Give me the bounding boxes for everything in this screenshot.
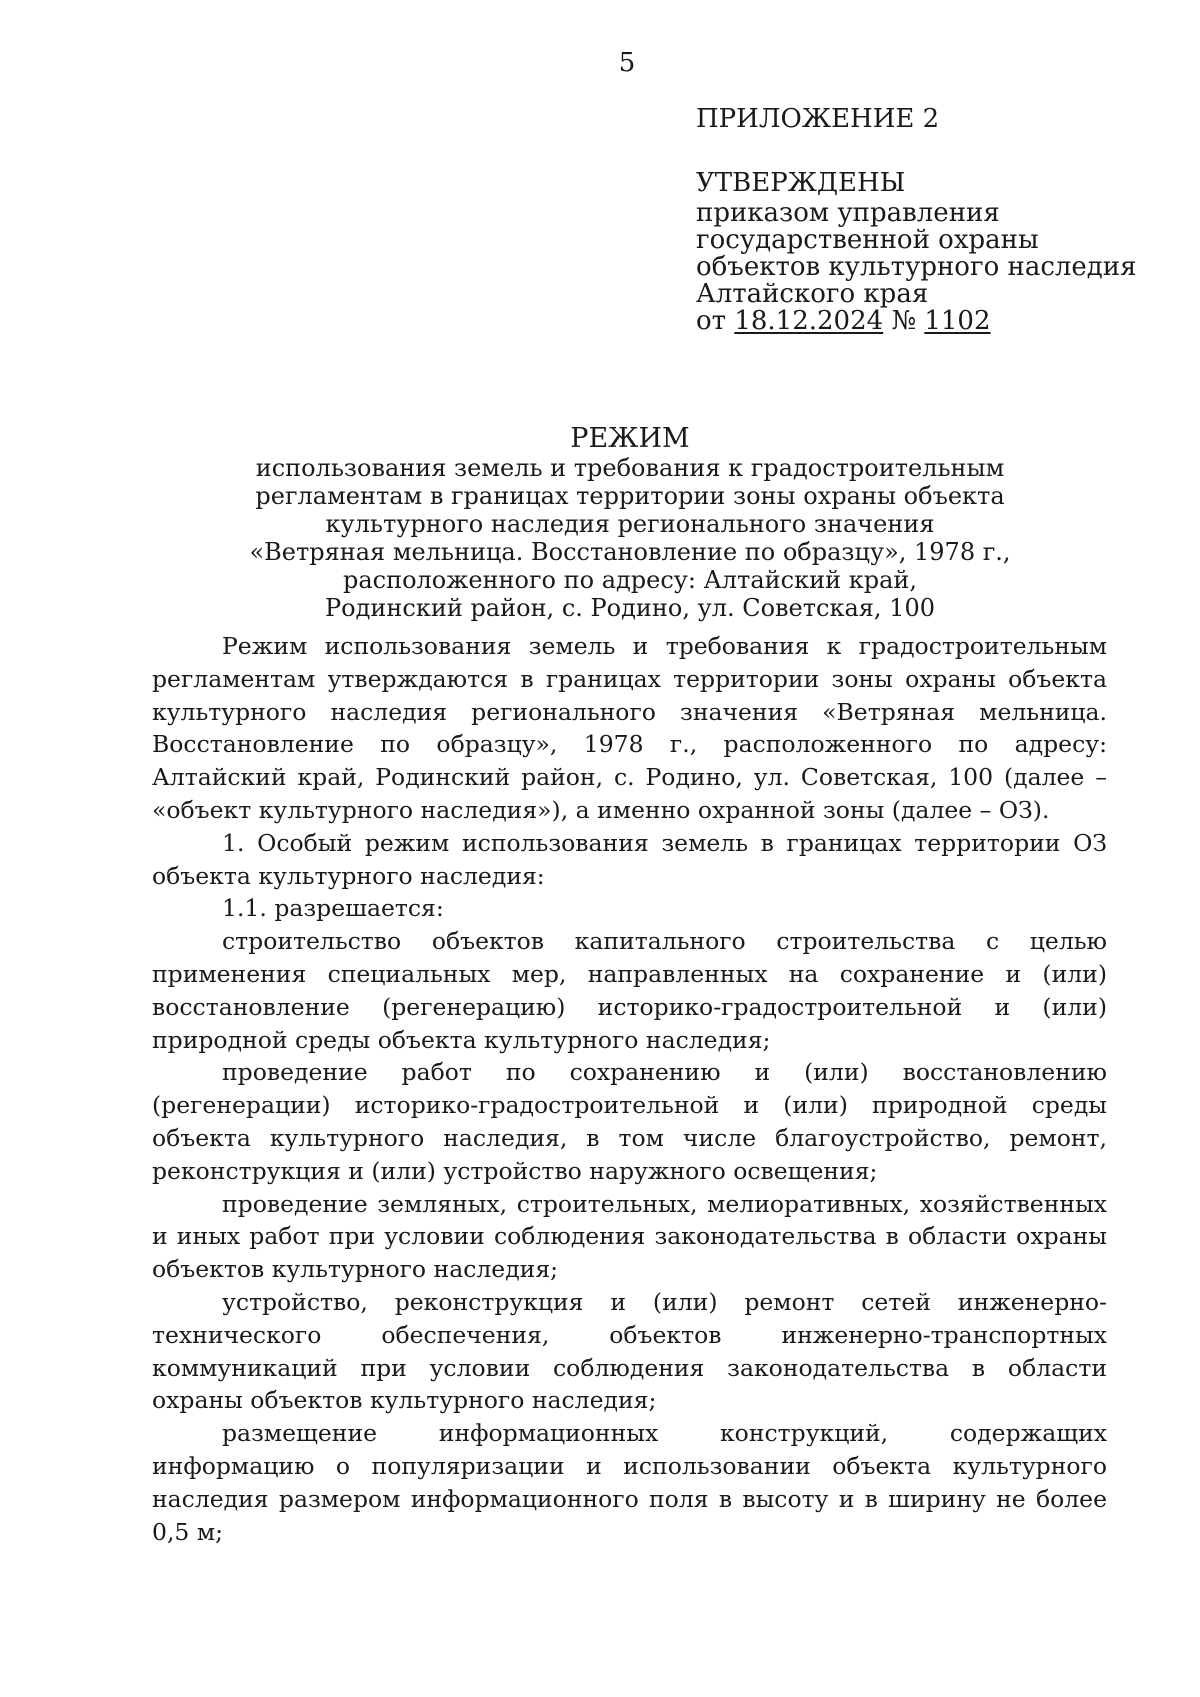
heading-line: регламентам в границах территории зоны охраны объекта xyxy=(255,482,1005,510)
approval-block xyxy=(696,170,1137,335)
clause-1: 1. Особый режим использования земель в границах территории ОЗ объекта культурного наследия: xyxy=(152,828,1107,890)
permitted-item: размещение информационных конструкций, содержащих информацию о популяризации и использовании объекта культурного наследия размером информационного поля в высоту и в ширину не более 0,5 м; xyxy=(152,1419,1107,1546)
order-number: 1102 xyxy=(924,306,991,336)
heading-line: «Ветряная мельница. Восстановление по образцу», 1978 г., xyxy=(249,538,1011,566)
intro-paragraph: Режим использования земель и требования к градостроительным регламентам утверждаются в границах территории зоны охраны объекта культурного наследия регионального значения «Ветряная мельница. Восстановление по образцу», 1978 г., расположенного по адресу: Алтайский край, Родинский район, с. Родино, ул. Советская, 100 (далее – «объект культурного наследия»), а именно охранной зоны (далее – ОЗ). xyxy=(152,632,1107,824)
permitted-item: устройство, реконструкция и (или) ремонт сетей инженерно-технического обеспечения, объектов инженерно-транспортных коммуникаций при условии соблюдения законодательства в области охраны объектов культурного наследия; xyxy=(152,1287,1107,1415)
heading-line: использования земель и требования к градостроительным xyxy=(255,454,1005,482)
document-body xyxy=(152,630,1107,1548)
heading-line: Родинский район, с. Родино, ул. Советская, 100 xyxy=(325,594,935,622)
approval-date-line xyxy=(696,308,1137,335)
appendix-label: ПРИЛОЖЕНИЕ 2 xyxy=(696,104,940,134)
approval-line: приказом управления xyxy=(696,198,1000,228)
permitted-item: проведение земляных, строительных, мелиоративных, хозяйственных и иных работ при условии соблюдения законодательства в области охраны объектов культурного наследия; xyxy=(152,1189,1107,1284)
document-title: РЕЖИМ xyxy=(570,423,690,454)
heading-line: расположенного по адресу: Алтайский край, xyxy=(343,566,917,594)
page-number: 5 xyxy=(618,48,636,78)
permitted-item: строительство объектов капитального строительства с целью применения специальных мер, направленных на сохранение и (или) восстановление (регенерацию) историко-градостроительной и (или) природной среды объекта культурного наследия; xyxy=(152,927,1107,1054)
approved-label: УТВЕРЖДЕНЫ xyxy=(696,168,906,198)
number-prefix: № xyxy=(883,306,925,336)
approval-line: объектов культурного наследия xyxy=(696,252,1137,282)
order-date: 18.12.2024 xyxy=(734,306,884,336)
approval-line: Алтайского края xyxy=(696,279,929,309)
permitted-item: проведение работ по сохранению и (или) восстановлению (регенерации) историко-градостроительной и (или) природной среды объекта культурного наследия, в том числе благоустройство, ремонт, реконструкция и (или) устройство наружного освещения; xyxy=(152,1058,1107,1185)
clause-1-1: 1.1. разрешается: xyxy=(222,894,444,923)
date-prefix: от xyxy=(696,306,735,336)
document-heading xyxy=(180,424,1080,622)
heading-line: культурного наследия регионального значения xyxy=(325,510,935,538)
approval-line: государственной охраны xyxy=(696,225,1039,255)
